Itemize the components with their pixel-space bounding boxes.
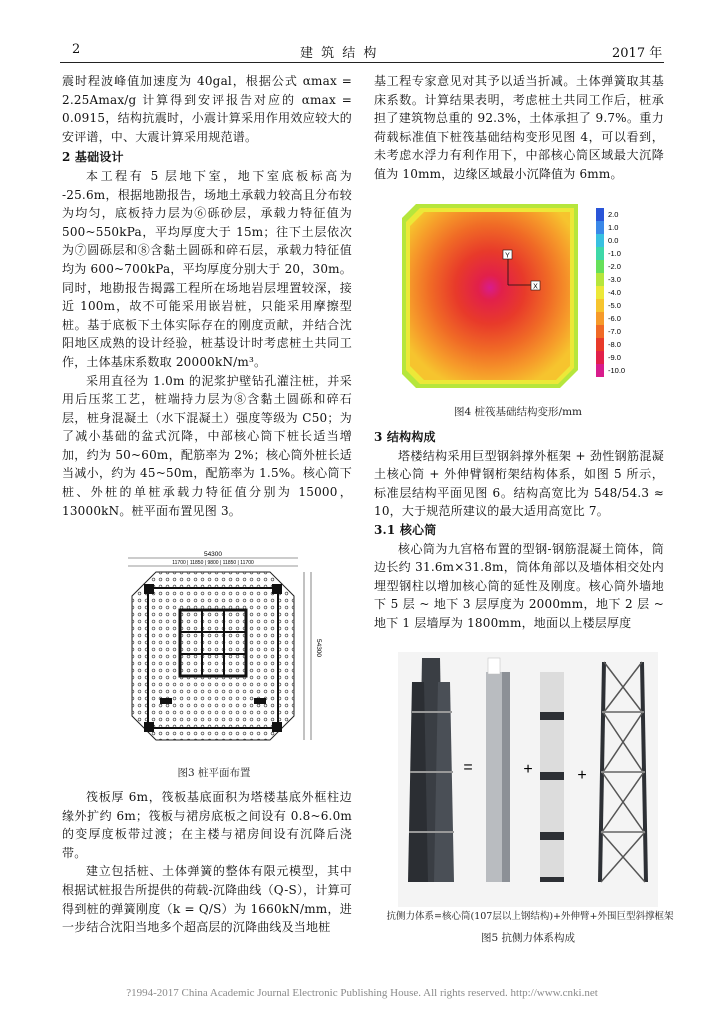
legend-value: -8.0	[608, 340, 621, 349]
mega-column-ne	[272, 584, 282, 594]
legend-swatch	[596, 364, 604, 377]
equals-operator: =	[463, 759, 473, 776]
legend-swatch	[596, 351, 604, 364]
left-para-2: 本工程有 5 层地下室，地下室底板标高为 -25.6m，根据地勘报告，场地土承载力较高且分布较为均匀，底板持力层为⑥砾砂层，承载力特征值为 500~550kPa，平均厚度大于 15m；往下土层依次为⑦圆砾层和⑧含黏土圆砾和碎石层，承载力特征值均为 600~700kPa，平均厚度分别大于 20，30m。同时，地勘报告揭露工程所在场地岩层埋置较深，接近 100m，故不可能采用嵌岩桩，只能采用摩擦型桩。基于底板下土体实际存在的刚度贡献，并结合沈阳地区成熟的设计经验，桩基设计时考虑桩土共同工作，土体基床系数取 20000kN/m³。	[62, 168, 352, 369]
right-para-1: 基工程专家意见对其予以适当折减。土体弹簧取其基床系数。计算结果表明，考虑桩土共同工作后，桩承担了建筑物总重的 92.3%，土体承担了 9.7%。重力荷载标准值下桩筏基础结构变形见图 4，可以看到，未考虑水浮力有利作用下，中部核心筒区域最大沉降值为 10mm，边缘区域最小沉降值为 6mm。	[374, 74, 664, 181]
figure-3-caption: 图3 桩平面布置	[177, 767, 251, 779]
left-para-1: 震时程波峰值加速度为 40gal，根据公式 αmax = 2.25Amax/g 计算得到安评报告对应的 αmax = 0.0915，结构抗震时，小震计算采用作用效应较大的安评谱，中、大震计算采用规范谱。	[62, 74, 352, 144]
legend-swatch	[596, 286, 604, 299]
settlement-contour-figure	[398, 200, 638, 390]
legend-value: -2.0	[608, 262, 621, 271]
legend-value: -10.0	[608, 366, 626, 375]
legend-swatch	[596, 208, 604, 221]
legend-value: -3.0	[608, 275, 621, 284]
left-para-5: 建立包括桩、土体弹簧的整体有限元模型，其中根据试桩报告所提供的荷载-沉降曲线（Q-S），计算可得到桩的弹簧刚度（k = Q/S）为 1660kN/mm，进一步结合沈阳当地多个超高层的沉降曲线及当地桩	[62, 864, 352, 935]
figure-4-caption: 图4 桩筏基础结构变形/mm	[454, 406, 582, 418]
legend-value: -7.0	[608, 327, 621, 336]
mega-column-s1	[160, 698, 172, 704]
left-column-top	[62, 72, 352, 520]
legend-swatch	[596, 338, 604, 351]
legend-value: -1.0	[608, 249, 621, 258]
section-2-heading: 2 基础设计	[62, 150, 124, 165]
legend-value: 2.0	[608, 210, 619, 219]
left-para-4: 筏板厚 6m，筏板基底面积为塔楼基底外框柱边缘外扩约 6m；筏板与裙房底板之间设有 0.8~6.0m 的变厚度板带过渡；在主楼与裙房间设有沉降后浇带。	[62, 790, 352, 860]
core-tube-model	[486, 658, 510, 882]
legend-value: 0.0	[608, 236, 619, 245]
legend-swatch	[596, 325, 604, 338]
legend-swatch	[596, 299, 604, 312]
legend-value: -9.0	[608, 353, 621, 362]
legend-swatch	[596, 234, 604, 247]
legend-swatch	[596, 247, 604, 260]
color-legend	[596, 208, 625, 377]
copyright-footer: ?1994-2017 China Academic Journal Electronic Publishing House. All rights reserved. http://www.cnki.net	[126, 987, 598, 999]
contour-core-gradient	[410, 212, 570, 380]
left-para-3: 采用直径为 1.0m 的泥浆护壁钻孔灌注桩，并采用后压浆工艺，桩端持力层为⑧含黏土圆砾和碎石层，桩身混凝土（水下混凝土）强度等级为 C50；为了减小基础的盆式沉降，中部核心筒下桩长适当增加，约为 50~60m，配筋率为 2%；核心筒外桩长适当减小，约为 45~50m，配筋率为 1.5%。核心筒下桩、外桩的单桩承载力特征值分别为 15000，13000kN。桩平面布置见图 3。	[62, 373, 352, 518]
raft-outline	[132, 572, 294, 740]
right-column-middle	[374, 428, 664, 633]
pile-layout-figure	[108, 548, 320, 748]
lateral-system-figure	[398, 652, 658, 907]
header-rule	[60, 62, 664, 63]
y-axis-label: Y	[505, 252, 510, 260]
right-column-top	[374, 72, 664, 184]
legend-swatch	[596, 260, 604, 273]
top-dimension-label: 54300	[203, 551, 223, 558]
legend-swatch	[596, 312, 604, 325]
right-para-3: 核心筒为九宫格布置的型钢-钢筋混凝土筒体，筒边长约 31.6m×31.8m，筒体角部以及墙体相交处内埋型钢柱以增加核心筒的延性及刚度。核心筒外墙地下 5 层 ~ 地下 3 层厚度为 2000mm，地下 2 层 ~ 地下 1 层墙厚为 1800mm，地面以上楼层厚度	[374, 541, 664, 630]
page-number: 2	[72, 42, 81, 57]
legend-value: -6.0	[608, 314, 621, 323]
plus-operator-1: +	[523, 761, 533, 778]
legend-value: -5.0	[608, 301, 621, 310]
segment-dimension-label: 11700 | 11850 | 9800 | 11850 | 11700	[172, 560, 254, 566]
full-tower-model	[408, 658, 454, 882]
plus-operator-2: +	[577, 767, 587, 784]
figure-5-caption: 图5 抗侧力体系构成	[480, 932, 576, 944]
mega-column-s2	[254, 698, 266, 704]
mega-column-se	[272, 722, 282, 732]
mega-column-sw	[144, 722, 154, 732]
figure-5-subcaption: 抗侧力体系=核心筒(107层以上钢结构)+外伸臂+外围巨型斜撑框架	[386, 911, 674, 922]
outrigger-model	[540, 672, 564, 882]
x-axis-label: X	[533, 283, 538, 291]
side-dimension-label: 54300	[315, 638, 322, 658]
legend-swatch	[596, 273, 604, 286]
journal-title: 建 筑 结 构	[300, 46, 379, 61]
legend-value: 1.0	[608, 223, 619, 232]
issue-year: 2017 年	[612, 46, 663, 61]
section-3-1-heading: 3.1 核心筒	[374, 522, 437, 537]
right-para-2: 塔楼结构采用巨型钢斜撑外框架 + 劲性钢筋混凝土核心筒 + 外伸臂钢桁架结构体系，如图 5 所示，标准层结构平面见图 6。结构高宽比为 548/54.3 ≈ 10，大于规范所建议的最大适用高宽比 7。	[374, 448, 664, 519]
mega-column-nw	[144, 584, 154, 594]
legend-value: -4.0	[608, 288, 621, 297]
left-column-bottom	[62, 788, 352, 937]
section-3-heading: 3 结构构成	[374, 430, 436, 444]
legend-swatch	[596, 221, 604, 234]
